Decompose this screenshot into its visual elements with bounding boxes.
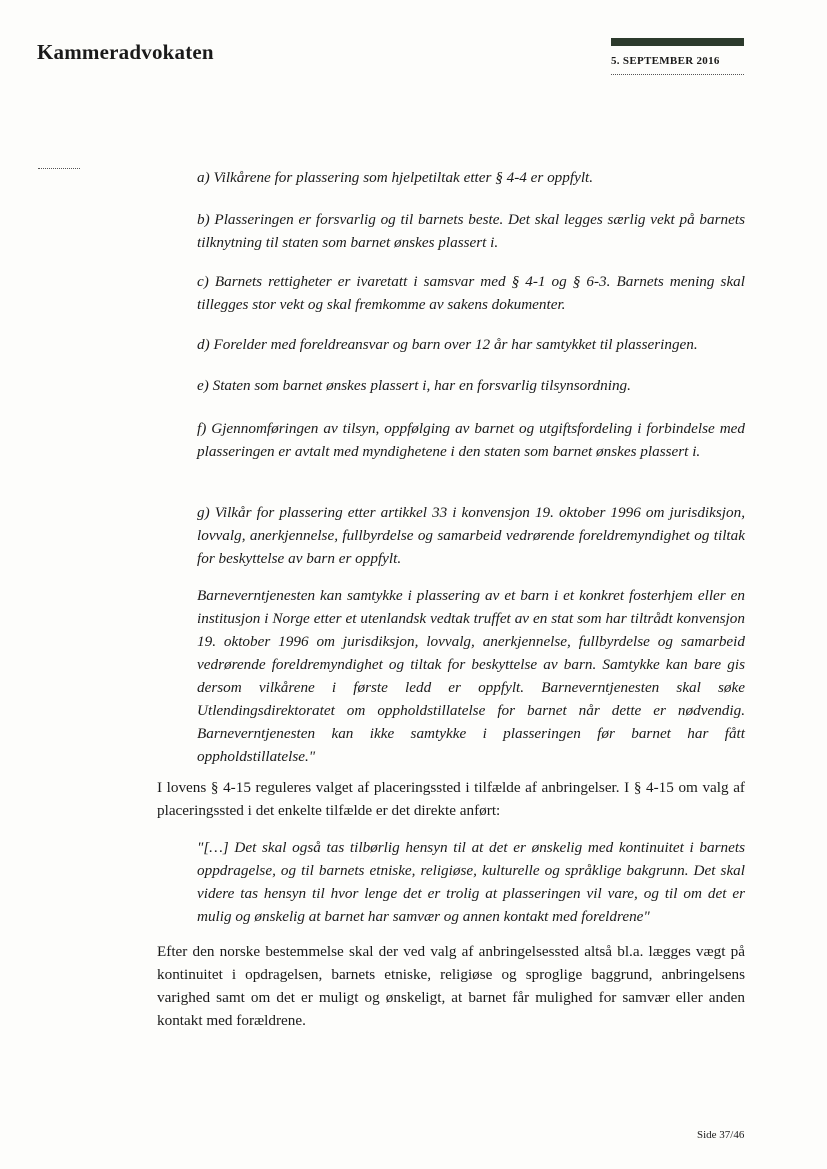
quote-item-d: d) Forelder med foreldreansvar og barn over 12 år har samtykket til plasseringen.: [197, 336, 698, 353]
quote-paragraph: Barneverntjenesten kan samtykke i plassering av et barn i et konkret fosterhjem eller en institusjon i Norge etter et utenlandsk vedtak truffet av en stat som har tiltrådt konvensjon 19. oktober 1996 om jurisdiksjon, lovvalg, anerkjennelse, fullbyrdelse og samarbeid vedrørende foreldremyndighet og tiltak for beskyttelse av barn. Samtykke kan bare gis dersom vilkårene i første ledd er oppfylt. Barneverntjenesten skal søke Utlendingsdirektoratet om oppholdstillatelse for barnet når dette er nødvendig. Barneverntjenesten kan ikke samtykke i plasseringen før barnet har fått oppholdstillatelse.": [197, 587, 745, 765]
quote-item-b: b) Plasseringen er forsvarlig og til barnets beste. Det skal legges særlig vekt på barnets tilknytning til staten som barnet ønskes plassert i.: [197, 211, 745, 251]
quote-block-2: "[…] Det skal også tas tilbørlig hensyn til at det er ønskelig med kontinuitet i barnets oppdragelse, og til barnets etniske, religiøse, kulturelle og språklige bakgrunn. Det skal videre tas hensyn til hvor lenge det er trolig at plasseringen vil vare, og til om det er mulig og ønskelig at barnet har samvær og annen kontakt med foreldrene": [197, 839, 745, 925]
quote-item-g: g) Vilkår for plassering etter artikkel 33 i konvensjon 19. oktober 1996 om jurisdiksjon, lovvalg, anerkjennelse, fullbyrdelse og samarbeid vedrørende foreldremyndighet og tiltak for beskyttelse av barn er oppfylt.: [197, 504, 745, 567]
page-number: Side 37/46: [697, 1129, 745, 1141]
header-divider: [611, 74, 744, 75]
quote-item-e: e) Staten som barnet ønskes plassert i, har en forsvarlig tilsynsordning.: [197, 377, 631, 394]
quote-item-f: f) Gjennomføringen av tilsyn, oppfølging av barnet og utgiftsfordeling i forbindelse med plasseringen er avtalt med myndighetene i den staten som barnet ønskes plassert i.: [197, 420, 745, 460]
header-date: 5. SEPTEMBER 2016: [611, 55, 720, 67]
header-bar: [611, 38, 744, 46]
body-paragraph-2: Efter den norske bestemmelse skal der ved valg af anbringelsessted altså bl.a. lægges vægt på kontinuitet i opdragelsen, barnets etniske, religiøse og sproglige baggrund, anbringelsens varighed samt om det er muligt og ønskeligt, at barnet får mulighed for samvær eller anden kontakt med forældrene.: [157, 943, 745, 1029]
header-title: Kammeradvokaten: [37, 40, 214, 64]
quote-item-a: a) Vilkårene for plassering som hjelpetiltak etter § 4-4 er oppfylt.: [197, 169, 594, 186]
body-paragraph-1: I lovens § 4-15 reguleres valget af placeringssted i tilfælde af anbringelser. I § 4-15 om valg af placeringssted i det enkelte tilfælde er det direkte anført:: [157, 779, 745, 819]
margin-divider: [38, 168, 80, 169]
quote-item-c: c) Barnets rettigheter er ivaretatt i samsvar med § 4-1 og § 6-3. Barnets mening skal tillegges stor vekt og skal fremkomme av sakens dokumenter.: [197, 273, 745, 313]
